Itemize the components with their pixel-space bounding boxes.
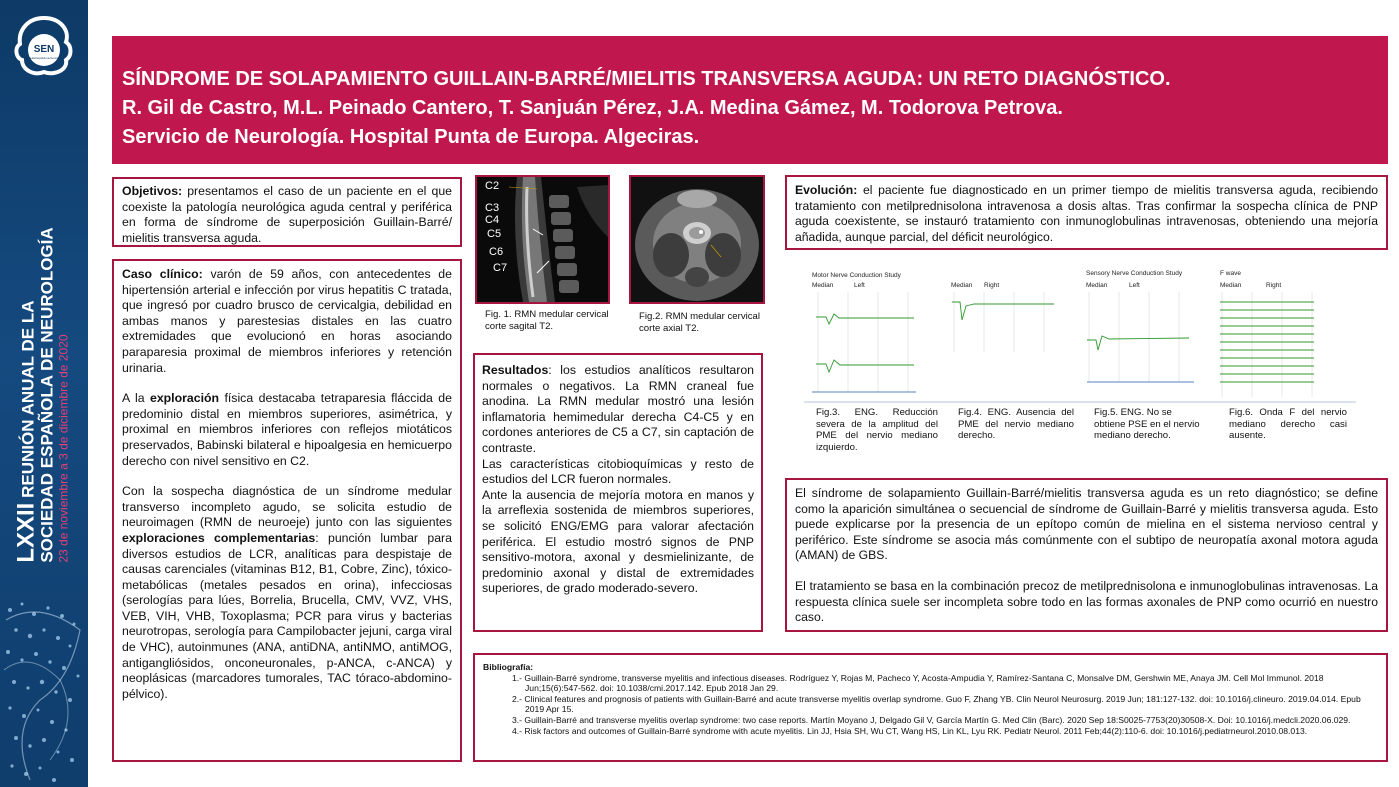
caso-p2-pre: A la xyxy=(122,391,150,406)
fig6-caption: Fig.6. Onda F del nervio mediano derecho casi ausente. xyxy=(1229,407,1347,441)
vertebra-label: C2 xyxy=(485,180,500,192)
evolucion-text: el paciente fue diagnosticado en un primer tiempo de mielitis transversa aguda, recibiendo tratamiento con metilprednisolona intravenosa a dosis altas. Tras confirmar la sospecha clínica de PNP aguda coexistente, se instauró tratamiento con inmunoglobulinas intravenosas, obteniendo una mejoría añadida, aunque parcial, del déficit neurológico. xyxy=(795,183,1378,244)
bibliografia-box xyxy=(473,653,1388,762)
fig4-col2: Right xyxy=(984,282,1000,289)
fig4-caption: Fig.4. ENG. Ausencia del PME del nervio mediano derecho. xyxy=(958,407,1074,441)
caso-p1: varón de 59 años, con antecedentes de hipertensión arterial e infección por virus hepatitis C tratada, que ingresó por cuadro brusco de cervicalgia, debilidad en ambas manos y parestesias distales en las cuatro extremidades que evolucionó en horas asociando paraparesia proximal de miembros inferiores y retención urinaria. xyxy=(122,267,452,375)
fig6-title: F wave xyxy=(1220,270,1241,277)
resultados-label: Resultados xyxy=(482,363,549,377)
resultados-p1: : los estudios analíticos resultaron normales o negativos. La RMN craneal fue anodina. La RMN medular mostró una lesión inflamatoria hemimedular derecha C4-C5 y en cordones anteriores de C5 a C7, sin captación de contraste. xyxy=(482,363,754,455)
objetivos-text: presentamos el caso de un paciente en el que coexiste la patología neurológica aguda central y periférica en forma de síndrome de superposición Guillain-Barré/ mielitis transversa aguda. xyxy=(122,184,452,245)
mri-sagittal-image xyxy=(475,175,610,304)
caso-p2-bold: exploración xyxy=(149,391,220,406)
vertebra-label: C5 xyxy=(487,228,502,240)
reference-item: 1.- Guillain-Barré syndrome, transverse myelitis and infectious diseases. Rodríguez Y, Rojas M, Pacheco Y, Acosta-Ampudia Y, Ramírez-Santana C, Monsalve DM, Gershwin ME, Anaya JM. Cell Mol Immunol. 2018 Jun;15(6):547-562. doi: 10.1038/cmi.2017.142. Epub 2018 Jan 29. xyxy=(512,672,1324,694)
fig6-col1: Median xyxy=(1220,282,1242,289)
resultados-box xyxy=(473,353,763,632)
reference-item: 4.- Risk factors and outcomes of Guillain-Barré syndrome with acute myelitis. Lin JJ, Hsia SH, Wu CT, Wang HS, Lin KL, Lyu RK. Pediatr Neurol. 2011 Feb;44(2):110-6. doi: 10.1016/j.pediatrneurol.2010.08.013. xyxy=(512,725,1308,736)
poster-affiliation: Servicio de Neurología. Hospital Punta de Europa. Algeciras. xyxy=(122,126,700,148)
bibliografia-label: Bibliografía: xyxy=(483,662,534,672)
resultados-p2: Las características citobioquímicas y resto de estudios del LCR fueron normales. xyxy=(482,456,754,487)
mri-sagittal-drawing xyxy=(477,177,608,302)
fig3-col2: Left xyxy=(854,282,865,289)
vertebra-label: C4 xyxy=(485,214,500,226)
fig2-caption: Fig.2. RMN medular cervical corte axial T2. xyxy=(639,311,761,334)
mri-axial-image xyxy=(629,175,765,304)
fig5-col1: Median xyxy=(1086,282,1108,289)
poster-header xyxy=(112,36,1388,164)
fig1-caption: Fig. 1. RMN medular cervical corte sagital T2. xyxy=(485,309,609,332)
objetivos-box xyxy=(112,177,462,247)
resultados-p3: Ante la ausencia de mejoría motora en manos y la arreflexia sostenida de miembros superiores, se solicitó ENG/EMG para valorar afectación periférica. El estudio mostró signos de PNP sensitivo-motora, axonal y desmielinizante, de predominio axonal y distal de extremidades superiores, de grado moderado-severo. xyxy=(482,487,754,596)
vertebra-label: C7 xyxy=(493,262,508,274)
logo-subtext: Sociedad Española de Neurología xyxy=(25,57,63,60)
caso-p3-pre: Con la sospecha diagnóstica de un síndrome medular transverso incompleto agudo, se solicita estudio de neuroimagen (RMN de neuroeje) junto con las siguientes xyxy=(122,484,452,530)
caso-label: Caso clínico: xyxy=(122,267,203,281)
fig5-col2: Left xyxy=(1129,282,1140,289)
reference-item: 2.- Clinical features and prognosis of patients with Guillain-Barré and acute transverse myelitis overlap syndrome. Guo F, Zhang YB. Clin Neurol Neurosurg. 2019 Jun; 181:127-132. doi: 10.1016/j.clineuro. 2019.04.014. Epub 2019 Apr 15. xyxy=(512,693,1361,715)
discusion-p2: El tratamiento se basa en la combinación precoz de metilprednisolona e inmunoglobulinas intravenosas. La respuesta clínica suele ser incompleta sobre todo en las formas axonales de PNP como ocurrió en nuestro caso. xyxy=(795,578,1378,625)
fig4-col1: Median xyxy=(951,282,973,289)
mri-axial-drawing xyxy=(631,177,763,302)
sidebar-banner xyxy=(0,0,88,787)
caso-clinico-box xyxy=(112,259,462,762)
fig3-title: Motor Nerve Conduction Study xyxy=(812,272,901,279)
brain-dots-decoration xyxy=(0,590,88,787)
event-title-1: REUNIÓN ANUAL DE LA xyxy=(18,300,38,498)
fig3-caption: Fig.3. ENG. Reducción severa de la amplitud del PME del nervio mediano izquierdo. xyxy=(816,407,938,453)
vertebra-label: C6 xyxy=(489,246,504,258)
evolucion-label: Evolución: xyxy=(795,183,858,197)
discusion-p1: El síndrome de solapamiento Guillain-Barré/mielitis transversa aguda es un reto diagnóstico; se define como la aparición simultánea o secuencial de síndrome de Guillain-Barré y mielitis transversa aguda. Esto puede explicarse por la presencia de un epítopo común de mielina en el sistema nervioso central y periférico. Este síndrome se asocia más comúnmente con el subtipo de neuropatía axonal motora aguda (AMAN) de GBS. xyxy=(795,486,1378,563)
eng-traces xyxy=(804,262,1356,404)
event-banner xyxy=(12,227,72,563)
discusion-box xyxy=(785,478,1388,632)
fig5-title: Sensory Nerve Conduction Study xyxy=(1086,270,1183,277)
caso-p3-post: : punción lumbar para diversos estudios de LCR, analíticas para despistaje de causas carenciales (vitaminas B12, B1, Cobre, Zinc), tóxico-metabólicas (metales pesados en orina), infecciosas (serologías para lúes, Borrelia, Brucella, CMV, VVZ, VHS, VEB, VIH, VHB, Toxoplasma; PCR para virus y bacterias neurotropas, serología para Campilobacter jejuni, carga viral de VHC), autoinmunes (ANA, antiDNA, antiNMO, antiMOG, antigangliósidos, onconeuronales, p-ANCA, c-ANCA) y neoplásicas (marcadores tumorales, TAC tóraco-abdomino-pélvico). xyxy=(122,530,452,701)
poster-title: SÍNDROME DE SOLAPAMIENTO GUILLAIN-BARRÉ/MIELITIS TRANSVERSA AGUDA: UN RETO DIAGNÓSTICO. xyxy=(122,68,1171,90)
fig3-col1: Median xyxy=(812,282,834,289)
fig6-col2: Right xyxy=(1266,282,1282,289)
objetivos-label: Objetivos: xyxy=(122,184,183,198)
event-dates: 23 de noviembre a 3 de diciembre de 2020 xyxy=(56,334,71,563)
event-title-2: SOCIEDAD ESPAÑOLA DE NEUROLOGÍA xyxy=(37,227,57,563)
logo-text: SEN xyxy=(33,44,55,55)
caso-p2-post: física destacaba tetraparesia fláccida de predominio distal en miembros superiores, asimétrica, y proximal en miembros inferiores con reflejos miotáticos preservados, Babinski bilateral e hipoalgesia en hemicuerpo derecho con nivel sensitivo en C2. xyxy=(122,391,452,468)
fig5-caption: Fig.5. ENG. No se obtiene PSE en el nervio mediano derecho. xyxy=(1094,407,1200,441)
poster-authors: R. Gil de Castro, M.L. Peinado Cantero, T. Sanjuán Pérez, J.A. Medina Gámez, M. Todorova Petrova. xyxy=(122,97,1063,119)
reference-item: 3.- Guillain-Barré and transverse myelitis overlap syndrome: two case reports. Martín Moyano J, Delgado Gil V, García Martín G. Med Clin (Barc). 2020 Sep 18:S0025-7753(20)30508-X. Doi: 10.1016/j.medcli.2020.06.029. xyxy=(512,714,1351,725)
caso-p3-bold: exploraciones complementarias xyxy=(122,530,316,545)
sen-logo xyxy=(8,12,80,84)
event-number: LXXII xyxy=(12,502,40,563)
vertebra-label: C3 xyxy=(485,202,500,214)
evolucion-box xyxy=(785,175,1388,250)
